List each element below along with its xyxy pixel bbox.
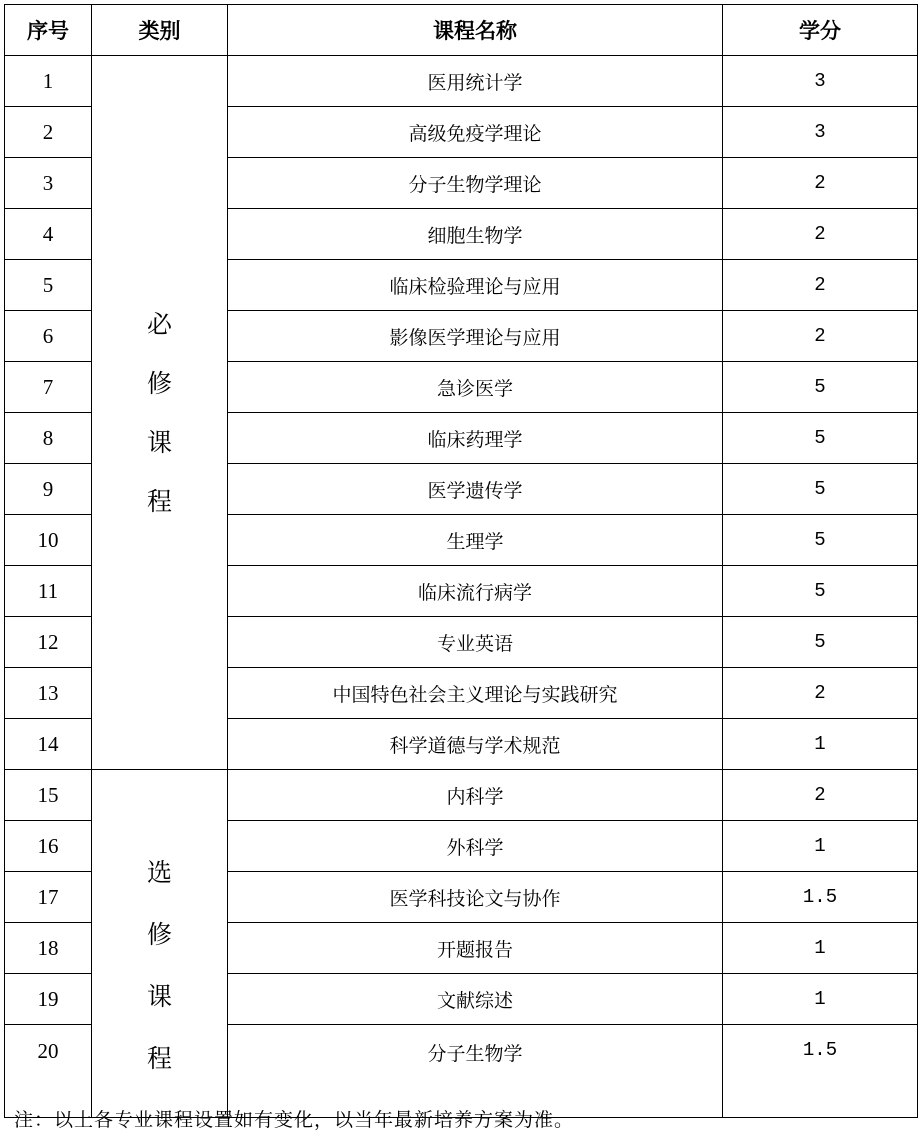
row-num: 16 (5, 821, 92, 872)
footnote: 注：以上各专业课程设置如有变化，以当年最新培养方案为准。 (14, 1109, 575, 1131)
course-name: 内科学 (228, 770, 723, 821)
course-name: 医用统计学 (228, 56, 723, 107)
row-num: 6 (5, 311, 92, 362)
course-credit: 5 (723, 566, 918, 617)
course-credit: 2 (723, 209, 918, 260)
course-credit: 2 (723, 260, 918, 311)
course-name: 临床流行病学 (228, 566, 723, 617)
course-name: 分子生物学 (228, 1025, 723, 1118)
category-required (92, 56, 228, 770)
row-num: 15 (5, 770, 92, 821)
course-name: 专业英语 (228, 617, 723, 668)
category-char: 选 (146, 858, 172, 887)
course-credit: 5 (723, 362, 918, 413)
header-row (5, 5, 918, 56)
row-num: 11 (5, 566, 92, 617)
course-credit: 1 (723, 719, 918, 770)
category-elective (92, 770, 228, 1118)
category-char: 程 (146, 1044, 172, 1073)
course-credit: 1 (723, 821, 918, 872)
table-row (5, 56, 918, 107)
row-num: 4 (5, 209, 92, 260)
course-credit: 2 (723, 770, 918, 821)
course-name: 分子生物学理论 (228, 158, 723, 209)
header-credit: 学分 (723, 5, 918, 56)
course-name: 急诊医学 (228, 362, 723, 413)
course-name: 文献综述 (228, 974, 723, 1025)
course-name: 影像医学理论与应用 (228, 311, 723, 362)
course-credit: 2 (723, 158, 918, 209)
course-table (4, 4, 918, 1118)
course-name: 生理学 (228, 515, 723, 566)
header-num: 序号 (5, 5, 92, 56)
row-num: 17 (5, 872, 92, 923)
category-char: 修 (146, 920, 172, 949)
course-credit: 2 (723, 668, 918, 719)
row-num: 3 (5, 158, 92, 209)
category-char: 修 (146, 368, 172, 398)
row-num: 14 (5, 719, 92, 770)
category-char: 课 (146, 982, 172, 1011)
course-credit: 5 (723, 464, 918, 515)
course-credit: 5 (723, 413, 918, 464)
category-char: 课 (146, 427, 172, 457)
header-category: 类别 (92, 5, 228, 56)
row-num: 12 (5, 617, 92, 668)
header-course-name: 课程名称 (228, 5, 723, 56)
course-credit: 3 (723, 56, 918, 107)
course-credit: 3 (723, 107, 918, 158)
row-num: 9 (5, 464, 92, 515)
category-char: 程 (146, 486, 172, 516)
course-credit: 1.5 (723, 872, 918, 923)
table-row (5, 770, 918, 821)
course-credit: 1.5 (723, 1025, 918, 1118)
row-num: 5 (5, 260, 92, 311)
course-name: 外科学 (228, 821, 723, 872)
row-num: 8 (5, 413, 92, 464)
course-name: 医学科技论文与协作 (228, 872, 723, 923)
row-num: 1 (5, 56, 92, 107)
row-num: 20 (5, 1025, 92, 1118)
course-name: 高级免疫学理论 (228, 107, 723, 158)
course-name: 开题报告 (228, 923, 723, 974)
category-char: 必 (146, 309, 172, 339)
course-name: 临床药理学 (228, 413, 723, 464)
course-credit: 1 (723, 974, 918, 1025)
row-num: 18 (5, 923, 92, 974)
course-credit: 2 (723, 311, 918, 362)
course-name: 中国特色社会主义理论与实践研究 (228, 668, 723, 719)
course-name: 细胞生物学 (228, 209, 723, 260)
row-num: 10 (5, 515, 92, 566)
course-name: 科学道德与学术规范 (228, 719, 723, 770)
course-name: 临床检验理论与应用 (228, 260, 723, 311)
row-num: 7 (5, 362, 92, 413)
row-num: 2 (5, 107, 92, 158)
course-credit: 1 (723, 923, 918, 974)
course-credit: 5 (723, 515, 918, 566)
row-num: 13 (5, 668, 92, 719)
course-name: 医学遗传学 (228, 464, 723, 515)
row-num: 19 (5, 974, 92, 1025)
course-credit: 5 (723, 617, 918, 668)
